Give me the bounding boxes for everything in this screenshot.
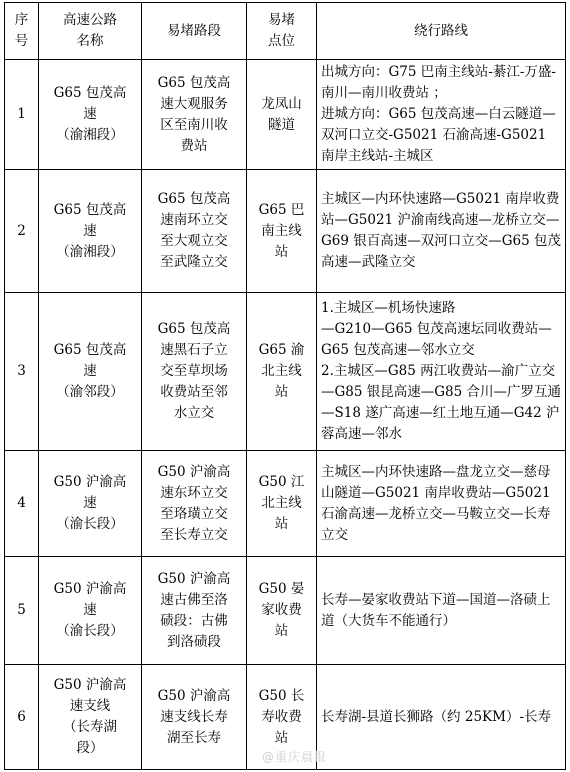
row-no: 5 (5, 557, 39, 665)
row-section: G65 包茂高 速黑石子立 交至草坝场 收费站至邻 水立交 (142, 293, 247, 451)
table-row (5, 557, 566, 665)
row-section: G50 沪渝高 速古佛至洛 碛段：古佛 到洛碛段 (142, 557, 247, 665)
table-row (5, 451, 566, 557)
header-route: 绕行路线 (317, 3, 566, 60)
row-route: 出城方向：G75 巴南主线站-綦江-万盛-南川—南川收费站 ； 进城方向：G65 包茂高速—白云隧道—双河口立交-G5021 石渝高速-G5021 南岸主线站-主城区 (317, 60, 566, 170)
row-no: 1 (5, 60, 39, 170)
header-no: 序 号 (5, 3, 39, 60)
row-highway: G50 沪渝高 速支线 （长寿湖 段） (39, 665, 142, 770)
row-point: G50 江 北主线 站 (247, 451, 317, 557)
header-row (5, 3, 566, 60)
table-row (5, 60, 566, 170)
row-highway: G65 包茂高 速 （渝邻段） (39, 293, 142, 451)
row-route: 主城区—内环快速路—G5021 南岸收费站—G5021 沪渝南线高速—龙桥立交—G69 银百高速—双河口立交—G65 包茂高速—武隆立交 (317, 170, 566, 293)
row-highway: G50 沪渝高 速 （渝长段） (39, 557, 142, 665)
row-no: 6 (5, 665, 39, 770)
row-point: G50 长 寿收费 站 (247, 665, 317, 770)
watermark: @重庆晨报 (262, 750, 328, 764)
row-section: G50 沪渝高 速支线长寿 湖至长寿 (142, 665, 247, 770)
header-point: 易堵 点位 (247, 3, 317, 60)
row-highway: G65 包茂高 速 （渝湘段） (39, 60, 142, 170)
row-highway: G65 包茂高 速 （渝湘段） (39, 170, 142, 293)
row-no: 4 (5, 451, 39, 557)
row-no: 3 (5, 293, 39, 451)
row-point: G65 巴 南主线 站 (247, 170, 317, 293)
row-point: G50 晏 家收费 站 (247, 557, 317, 665)
row-no: 2 (5, 170, 39, 293)
row-point: G65 渝 北主线 站 (247, 293, 317, 451)
row-route: 主城区—内环快速路—盘龙立交—慈母山隧道—G5021 南岸收费站—G5021 石渝高速—龙桥立交—马鞍立交—长寿立交 (317, 451, 566, 557)
row-route: 长寿湖-县道长狮路（约 25KM）-长寿 (317, 665, 566, 770)
header-section: 易堵路段 (142, 3, 247, 60)
row-route: 1.主城区—机场快速路 —G210—G65 包茂高速坛同收费站—G65 包茂高速—邻水立交 2.主城区—G85 两江收费站—渝广立交—G85 银昆高速—G85 合川—广罗互通—S18 遂广高速—红土地互通—G42 沪蓉高速—邻水 (317, 293, 566, 451)
header-highway: 高速公路 名称 (39, 3, 142, 60)
row-section: G65 包茂高 速南环立交 至大观立交 至武隆立交 (142, 170, 247, 293)
row-section: G65 包茂高 速大观服务 区至南川收 费站 (142, 60, 247, 170)
row-point: 龙凤山 隧道 (247, 60, 317, 170)
table-row (5, 293, 566, 451)
row-section: G50 沪渝高 速东环立交 至珞璜立交 至长寿立交 (142, 451, 247, 557)
detour-table (4, 2, 566, 770)
row-route: 长寿—晏家收费站下道—国道—洛碛上道（大货车不能通行） (317, 557, 566, 665)
table-row (5, 170, 566, 293)
row-highway: G50 沪渝高 速 （渝长段） (39, 451, 142, 557)
